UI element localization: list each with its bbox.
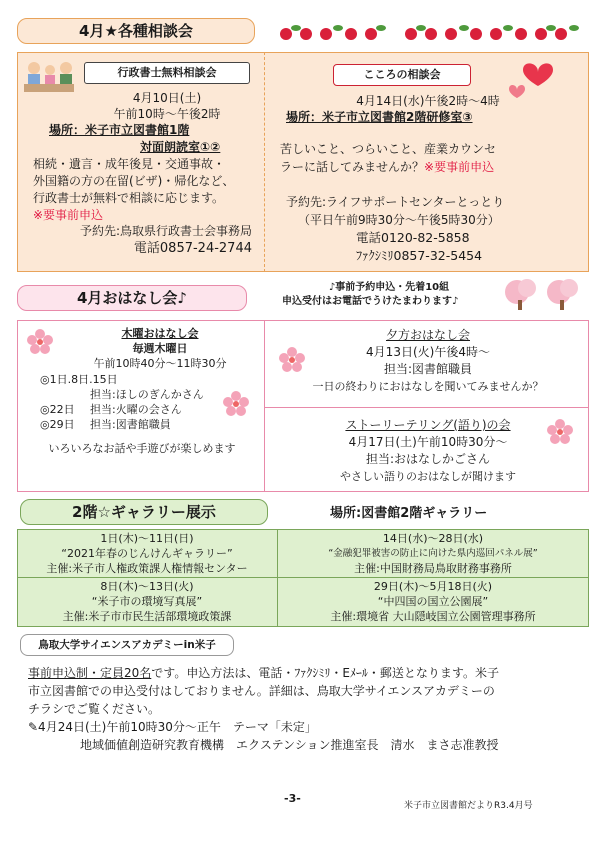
mind-consult-contact-hours: （平日午前9時30分〜午後5時30分）	[298, 213, 500, 227]
academy-header	[20, 634, 234, 656]
storytelling-date: 4月17日(土)午前10時30分〜	[348, 435, 508, 449]
storytelling	[268, 417, 588, 485]
evening-date: 4月13日(火)午後4時〜	[366, 345, 490, 359]
legal-consult-desc-3: 行政書士が無料で相談に応じます。	[33, 191, 225, 205]
consult-header-text: 4月★各種相談会	[79, 21, 193, 40]
thursday-row-2-date: ◎22日	[40, 403, 75, 416]
mind-consult-place: 場所：米子市立図書館2階研修室③	[286, 110, 473, 124]
gallery-item-date: 8日(木)〜13日(火)	[100, 580, 194, 593]
page-number: -3-	[284, 792, 301, 805]
cherry-blossom-icon	[26, 328, 54, 356]
mind-consult-desc-2: ラーに話してみませんか？	[280, 160, 425, 174]
mind-consult-title-box	[333, 64, 471, 86]
mind-consult-note: ※要事前申込	[424, 160, 495, 174]
gallery-hdivider	[17, 577, 589, 578]
thursday-sub: 毎週木曜日	[132, 342, 188, 355]
consult-header	[17, 18, 255, 44]
academy-event: ✎4月24日(土)午前10時30分〜正午 テーマ「未定」	[28, 720, 317, 734]
newsletter-issue: 米子市立図書館だよりR3.4月号	[404, 801, 533, 811]
gallery-item-title: “中四国の国立公園展”	[377, 595, 489, 608]
gallery-item-date: 1日(木)〜11日(日)	[100, 532, 194, 545]
thursday-row-3-date: ◎29日	[40, 418, 75, 431]
legal-consult-title: 行政書士無料相談会	[117, 66, 217, 79]
mind-consult-date: 4月14日(水)午後2時〜4時	[356, 94, 500, 108]
gallery-item-org: 主催:環境省 大山隠岐国立公園管理事務所	[330, 610, 536, 623]
mind-consult-phone: 電話0120-82-5858	[356, 230, 470, 245]
legal-consult-contact	[56, 222, 252, 258]
evening-title: 夕方おはなし会	[385, 328, 470, 342]
academy-text-3: チラシでご覧ください。	[28, 702, 161, 716]
gallery-item-date: 14日(水)〜28日(水)	[382, 532, 484, 545]
academy-header-text: 鳥取大学サイエンスアカデミーin米子	[38, 638, 216, 651]
evening-desc: 一日の終わりにおはなしを聞いてみませんか？	[312, 380, 544, 393]
evening-stories	[268, 327, 588, 395]
mind-consult-fax: ﾌｧｸｼﾐﾘ0857-32-5454	[356, 248, 483, 263]
thursday-schedule	[40, 372, 260, 432]
stories-reservation-note	[282, 281, 496, 309]
legal-consult-place: 場所：米子市立図書館1階	[49, 123, 190, 137]
legal-consult-desc	[33, 156, 234, 224]
legal-consult-desc-2: 外国籍の方の在留(ビザ)・帰化など、	[33, 174, 235, 188]
gallery-item-title: “米子市の環境写真展”	[91, 595, 203, 608]
thursday-title: 木曜おはなし会	[121, 327, 199, 340]
thursday-row-3-staff: 担当:図書館職員	[90, 418, 171, 431]
mind-consult-desc-1: 苦しいこと、つらいこと、産業カウンセ	[280, 142, 497, 156]
thursday-row-2-staff: 担当:火曜の会さん	[90, 403, 182, 416]
stories-note-1: ♪事前予約申込・先着10組	[328, 282, 450, 293]
storytelling-staff: 担当:おはなしかごさん	[365, 452, 491, 466]
gallery-item-title: “金融犯罪被害の防止に向けた県内巡回パネル展”	[328, 548, 538, 559]
gallery-item-title: “2021年春のじんけんギャラリー”	[61, 547, 233, 560]
academy-lecturer: 地域価値創造研究教育機構 エクステンション推進室長 清水 まさ志准教授	[80, 738, 499, 752]
legal-consult-schedule	[62, 90, 272, 122]
stories-header	[17, 285, 247, 311]
legal-consult-contact-org: 予約先:鳥取県行政書士会事務局	[79, 224, 252, 238]
thursday-stories	[60, 326, 260, 371]
academy-text-1: です。申込方法は、電話・ﾌｧｸｼﾐﾘ・Eﾒｰﾙ・郵送となります。米子	[151, 666, 499, 680]
thursday-time: 午前10時40分〜11時30分	[93, 357, 227, 370]
legal-consult-desc-1: 相続・遺言・成年後見・交通事故・	[33, 157, 226, 171]
gallery-item	[278, 579, 588, 624]
gallery-item	[18, 531, 276, 576]
gallery-item-org: 主催:米子市市民生活部環境政策課	[62, 610, 232, 623]
gallery-item	[18, 579, 276, 624]
gallery-header	[20, 499, 268, 525]
mind-consult-title: こころの相談会	[363, 68, 441, 81]
mind-consult-contact-org: 予約先:ライフサポートセンターとっとり	[286, 195, 505, 209]
gallery-item-org: 主催:米子市人権政策課人権情報センター	[46, 562, 248, 575]
academy-text-2: 市立図書館での申込受付はしておりません。詳細は、鳥取大学サイエンスアカデミーの	[28, 684, 495, 698]
legal-consult-room: 対面朗読室①②	[140, 140, 221, 154]
strawberry-garland-icon	[276, 22, 586, 44]
evening-staff: 担当:図書館職員	[383, 362, 473, 376]
legal-consult-time: 午前10時〜午後2時	[113, 107, 221, 121]
legal-consult-phone: 電話0857-24-2744	[133, 241, 252, 256]
legal-consult-note: ※要事前申込	[33, 208, 104, 222]
gallery-header-text: 2階☆ギャラリー展示	[72, 502, 216, 521]
stories-header-text: 4月おはなし会♪	[76, 288, 187, 307]
gallery-item-org: 主催:中国財務局鳥取財務事務所	[354, 562, 512, 575]
gallery-place: 場所:図書館2階ギャラリー	[330, 506, 488, 521]
stories-note-2: 申込受付はお電話でうけたまわります♪	[282, 296, 459, 307]
gallery-item	[278, 531, 588, 576]
thursday-row-1-staff: 担当:ほしのぎんかさん	[90, 388, 204, 401]
stories-vdivider	[264, 320, 265, 492]
thursday-row-1: ◎1日.8日.15日	[40, 373, 118, 386]
stories-hdivider	[264, 407, 589, 408]
gallery-item-date: 29日(木)〜5月18日(火)	[373, 580, 493, 593]
legal-consult-date: 4月10日(土)	[132, 91, 202, 105]
mind-consult-phones	[356, 229, 482, 265]
mind-consult-desc	[280, 140, 496, 176]
storytelling-title: ストーリーテリング(語り)の会	[345, 418, 511, 432]
storytelling-desc: やさしい語りのおはなしが聞けます	[340, 470, 516, 483]
academy-requirement: 事前申込制・定員20名	[28, 666, 152, 680]
legal-consult-title-box	[84, 62, 250, 84]
consult-divider	[264, 52, 265, 272]
cherry-trees-icon	[497, 278, 585, 312]
mind-consult-contact	[286, 193, 504, 229]
thursday-desc: いろいろなお話や手遊びが楽しめます	[48, 442, 236, 455]
academy-body	[28, 664, 584, 754]
